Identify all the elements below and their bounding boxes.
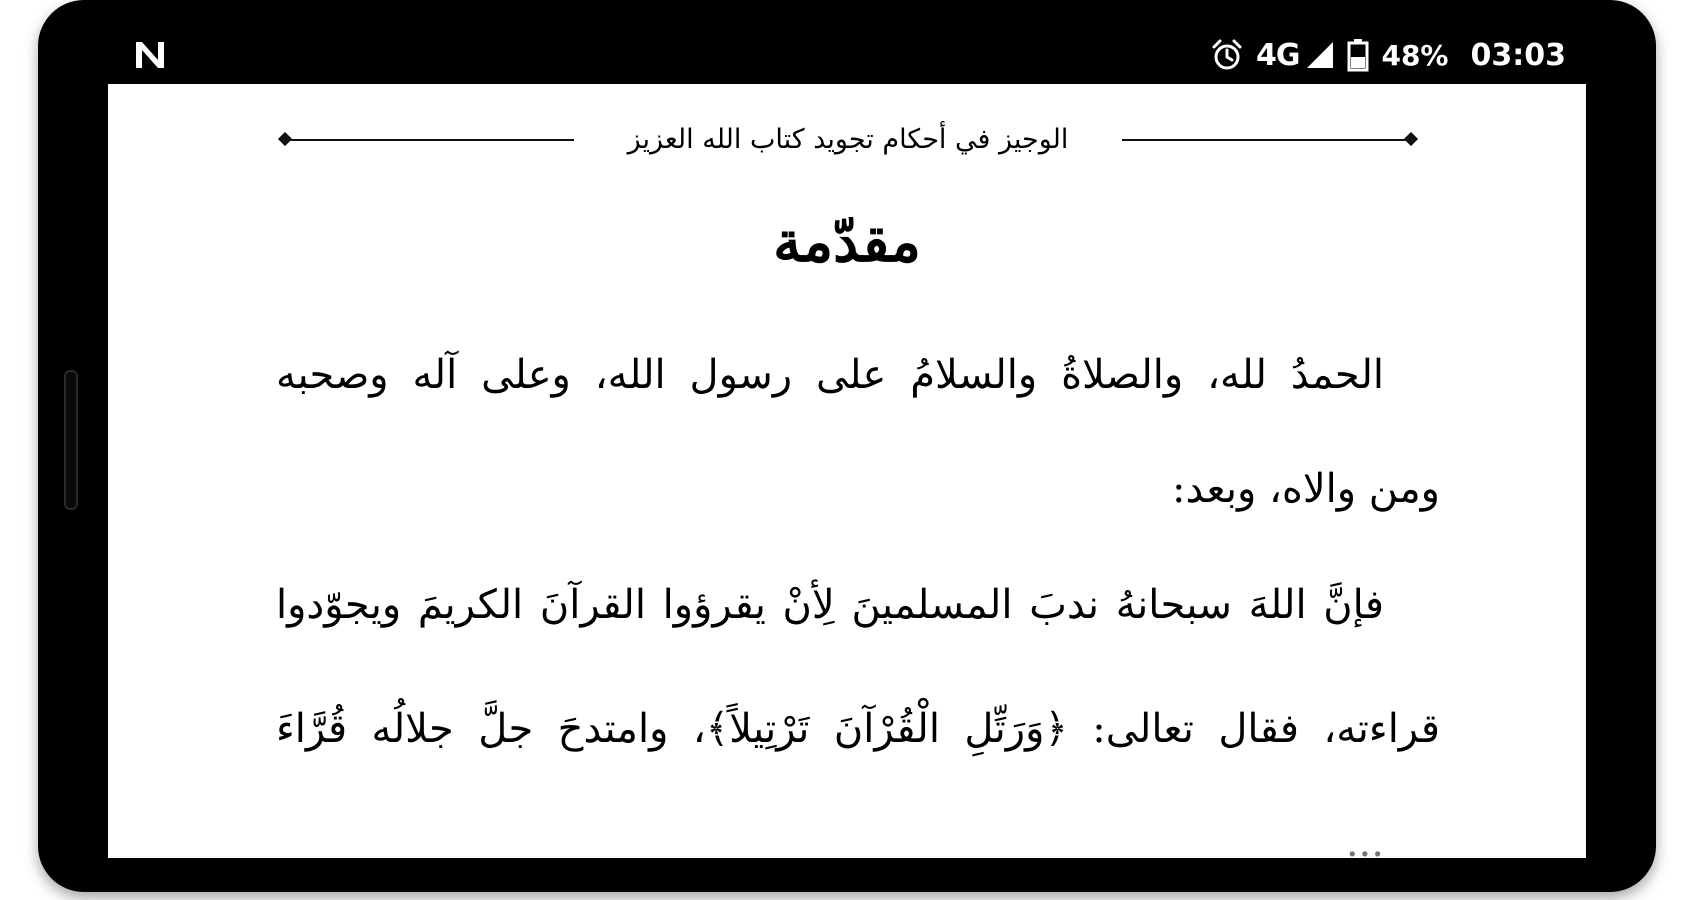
status-bar <box>108 26 1586 84</box>
cellular-signal-icon <box>1305 40 1335 70</box>
header-rule-right <box>1122 139 1410 141</box>
status-clock: 03:03 <box>1470 37 1566 73</box>
network-type-label: 4G <box>1255 37 1300 73</box>
alarm-clock-icon <box>1210 38 1244 72</box>
running-header <box>276 120 1420 160</box>
book-title: الوجيز في أحكام تجويد كتاب الله العزيز <box>627 124 1069 155</box>
reader-page[interactable] <box>108 84 1586 858</box>
text-line-cut-off: ... <box>1345 820 1384 858</box>
header-rule-left <box>286 139 574 141</box>
text-line: الحمدُ لله، والصلاةُ والسلامُ على رسول الله، وعلى آله وصحبه <box>276 352 1384 398</box>
battery-percent: 48% <box>1381 38 1449 72</box>
text-line: فإنَّ اللهَ سبحانهُ ندبَ المسلمينَ لِأنْ يقرؤوا القرآنَ الكريمَ ويجوّدوا <box>276 582 1384 628</box>
n-app-icon <box>132 38 168 72</box>
text-line: قراءته، فقال تعالى: ﴿وَرَتِّلِ الْقُرْآنَ تَرْتِيلاً﴾، وامتدحَ جلَّ جلالُه قُرَّاءَ <box>276 706 1440 752</box>
side-volume-button <box>64 370 78 510</box>
chapter-title: مقدّمة <box>773 209 921 275</box>
battery-icon <box>1347 38 1369 72</box>
status-indicators <box>1210 34 1566 76</box>
header-ornament-right <box>1404 132 1418 146</box>
text-line: ومن والاه، وبعد: <box>1172 466 1440 512</box>
